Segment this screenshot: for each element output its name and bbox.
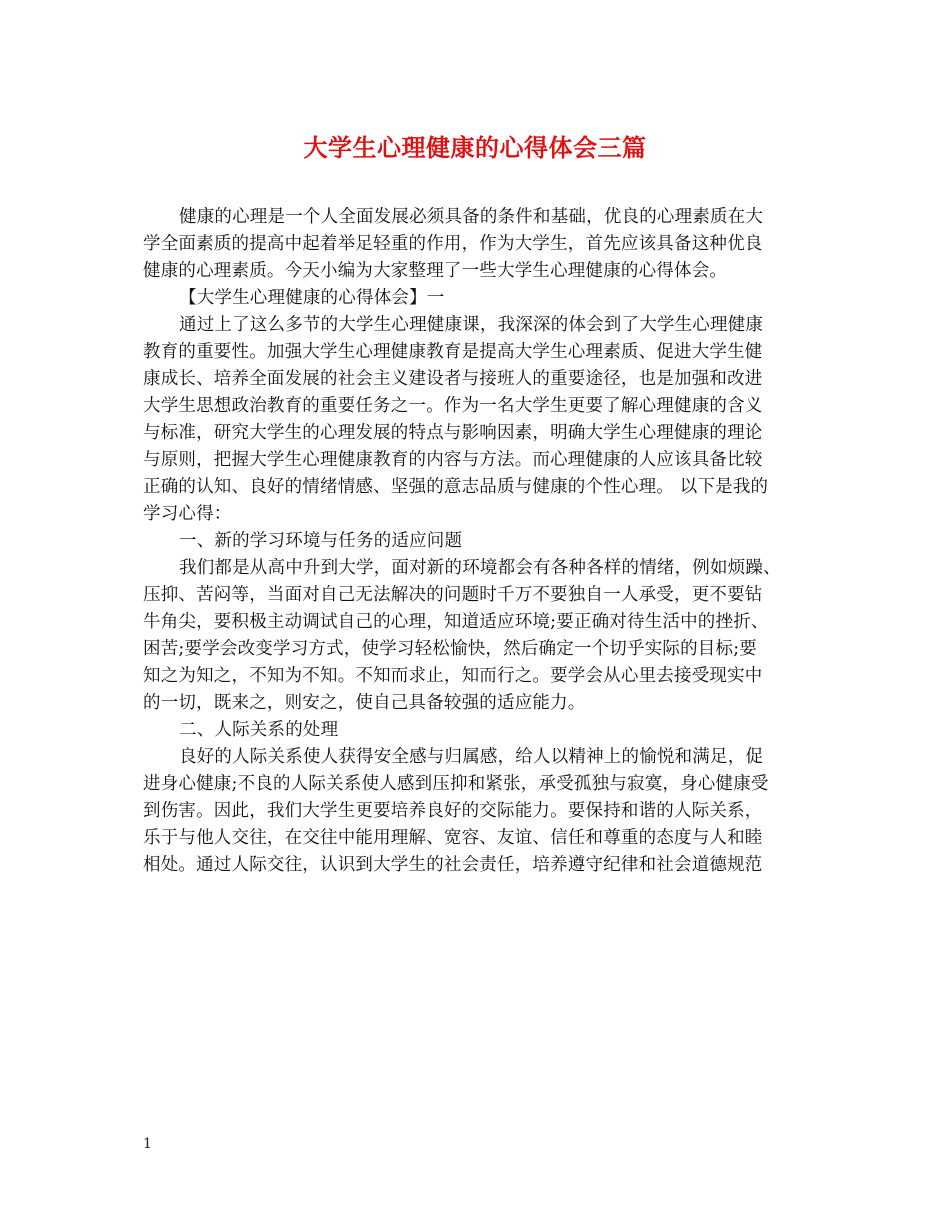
text-line: 正确的认知、良好的情绪情感、坚强的意志品质与健康的个性心理。 以下是我的: [143, 477, 769, 497]
text-line: 教育的重要性。加强大学生心理健康教育是提高大学生心理素质、促进大学生健: [143, 342, 763, 362]
subheading-paragraph: [143, 717, 823, 744]
document-body: [143, 204, 823, 879]
subheading-paragraph: [143, 528, 823, 555]
body-paragraph: [143, 312, 823, 528]
text-line: 健康的心理是一个人全面发展必须具备的条件和基础，优良的心理素质在大: [179, 207, 764, 227]
text-line: 良好的人际关系使人获得安全感与归属感，给人以精神上的愉悦和满足，促: [179, 747, 764, 767]
text-line: 牛角尖，要积极主动调试自己的心理，知道适应环境;要正确对待生活中的挫折、: [143, 612, 769, 632]
text-line: 与原则，把握大学生心理健康教育的内容与方法。而心理健康的人应该具备比较: [143, 450, 763, 470]
text-line: 进身心健康;不良的人际关系使人感到压抑和紧张，承受孤独与寂寞，身心健康受: [143, 774, 769, 794]
text-line: 康成长、培养全面发展的社会主义建设者与接班人的重要途径，也是加强和改进: [143, 369, 763, 389]
text-line: 与标准，研究大学生的心理发展的特点与影响因素，明确大学生心理健康的理论: [143, 423, 763, 443]
text-line: 通过上了这么多节的大学生心理健康课，我深深的体会到了大学生心理健康: [179, 315, 764, 335]
subheading: 二、人际关系的处理: [179, 720, 339, 740]
section-heading: 【大学生心理健康的心得体会】一: [179, 288, 445, 308]
text-line: 健康的心理素质。今天小编为大家整理了一些大学生心理健康的心得体会。: [143, 261, 728, 281]
text-line: 我们都是从高中升到大学，面对新的环境都会有各种各样的情绪，例如烦躁、: [179, 558, 781, 578]
text-line: 压抑、苦闷等，当面对自己无法解决的问题时千万不要独自一人承受，更不要钻: [143, 585, 763, 605]
text-line: 乐于与他人交往，在交往中能用理解、宽容、友谊、信任和尊重的态度与人和睦: [143, 828, 763, 848]
text-line: 学习心得：: [143, 504, 232, 524]
body-paragraph: [143, 744, 823, 879]
text-line: 到伤害。因此，我们大学生更要培养良好的交际能力。要保持和谐的人际关系，: [143, 801, 763, 821]
text-line: 大学生思想政治教育的重要任务之一。作为一名大学生更要了解心理健康的含义: [143, 396, 763, 416]
body-paragraph: [143, 555, 823, 717]
text-line: 知之为知之，不知为不知。不知而求止，知而行之。要学会从心里去接受现实中: [143, 666, 763, 686]
document-title: 大学生心理健康的心得体会三篇: [303, 133, 647, 162]
text-line: 困苦;要学会改变学习方式，使学习轻松愉快，然后确定一个切乎实际的目标;要: [143, 639, 757, 659]
text-line: 学全面素质的提高中起着举足轻重的作用，作为大学生，首先应该具备这种优良: [143, 234, 763, 254]
intro-paragraph: [143, 204, 823, 285]
subheading: 一、新的学习环境与任务的适应问题: [179, 531, 463, 551]
page-number: 1: [143, 1136, 152, 1152]
text-line: 相处。通过人际交往，认识到大学生的社会责任，培养遵守纪律和社会道德规范: [143, 855, 763, 875]
text-line: 的一切，既来之，则安之，使自己具备较强的适应能力。: [143, 693, 586, 713]
section-heading-paragraph: [143, 285, 823, 312]
